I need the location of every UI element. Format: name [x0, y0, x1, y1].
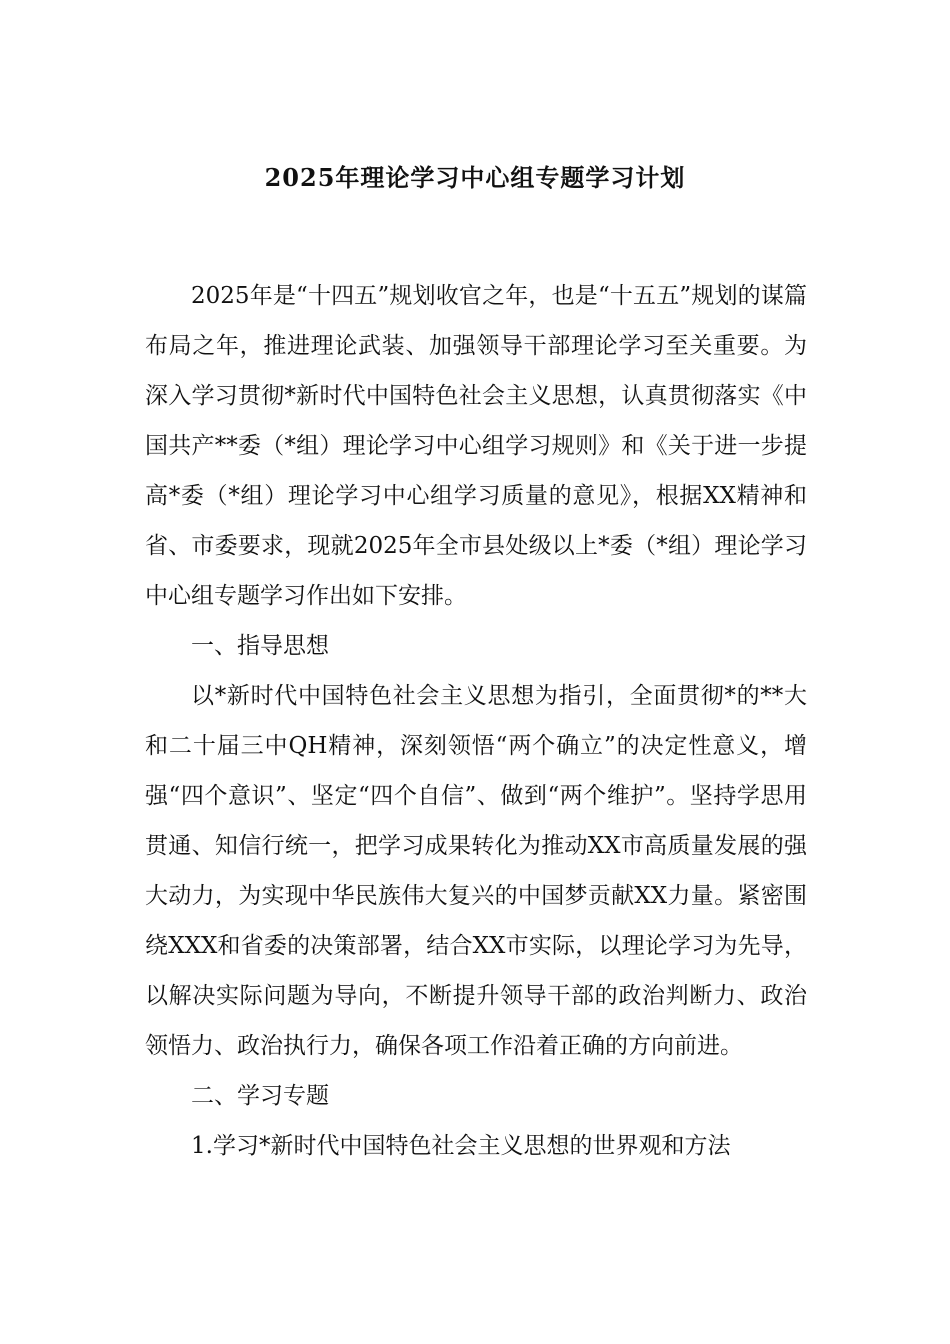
intro-paragraph: 2025年是“十四五”规划收官之年，也是“十五五”规划的谋篇布局之年，推进理论武装、加强领导干部理论学习至关重要。为深入学习贯彻*新时代中国特色社会主义思想，认真贯彻落实《中国共产**委（*组）理论学习中心组学习规则》和《关于进一步提高*委（*组）理论学习中心组学习质量的意见》，根据XX精神和省、市委要求，现就2025年全市县处级以上*委（*组）理论学习中心组专题学习作出如下安排。 [145, 283, 807, 609]
section-heading-guiding-ideology: 一、指导思想 [191, 633, 329, 659]
study-topic-item-1: 1.学习*新时代中国特色社会主义思想的世界观和方法 [191, 1133, 731, 1159]
section-heading-study-topics: 二、学习专题 [191, 1083, 329, 1109]
document-body [145, 271, 807, 1171]
guiding-ideology-paragraph: 以*新时代中国特色社会主义思想为指引，全面贯彻*的**大和二十届三中QH精神，深刻领悟“两个确立”的决定性意义，增强“四个意识”、坚定“四个自信”、做到“两个维护”。坚持学思用贯通、知信行统一，把学习成果转化为推动XX市高质量发展的强大动力，为实现中华民族伟大复兴的中国梦贡献XX力量。紧密围绕XXX和省委的决策部署，结合XX市实际，以理论学习为先导，以解决实际问题为导向，不断提升领导干部的政治判断力、政治领悟力、政治执行力，确保各项工作沿着正确的方向前进。 [145, 683, 807, 1059]
document-title: 2025年理论学习中心组专题学习计划 [264, 163, 686, 192]
